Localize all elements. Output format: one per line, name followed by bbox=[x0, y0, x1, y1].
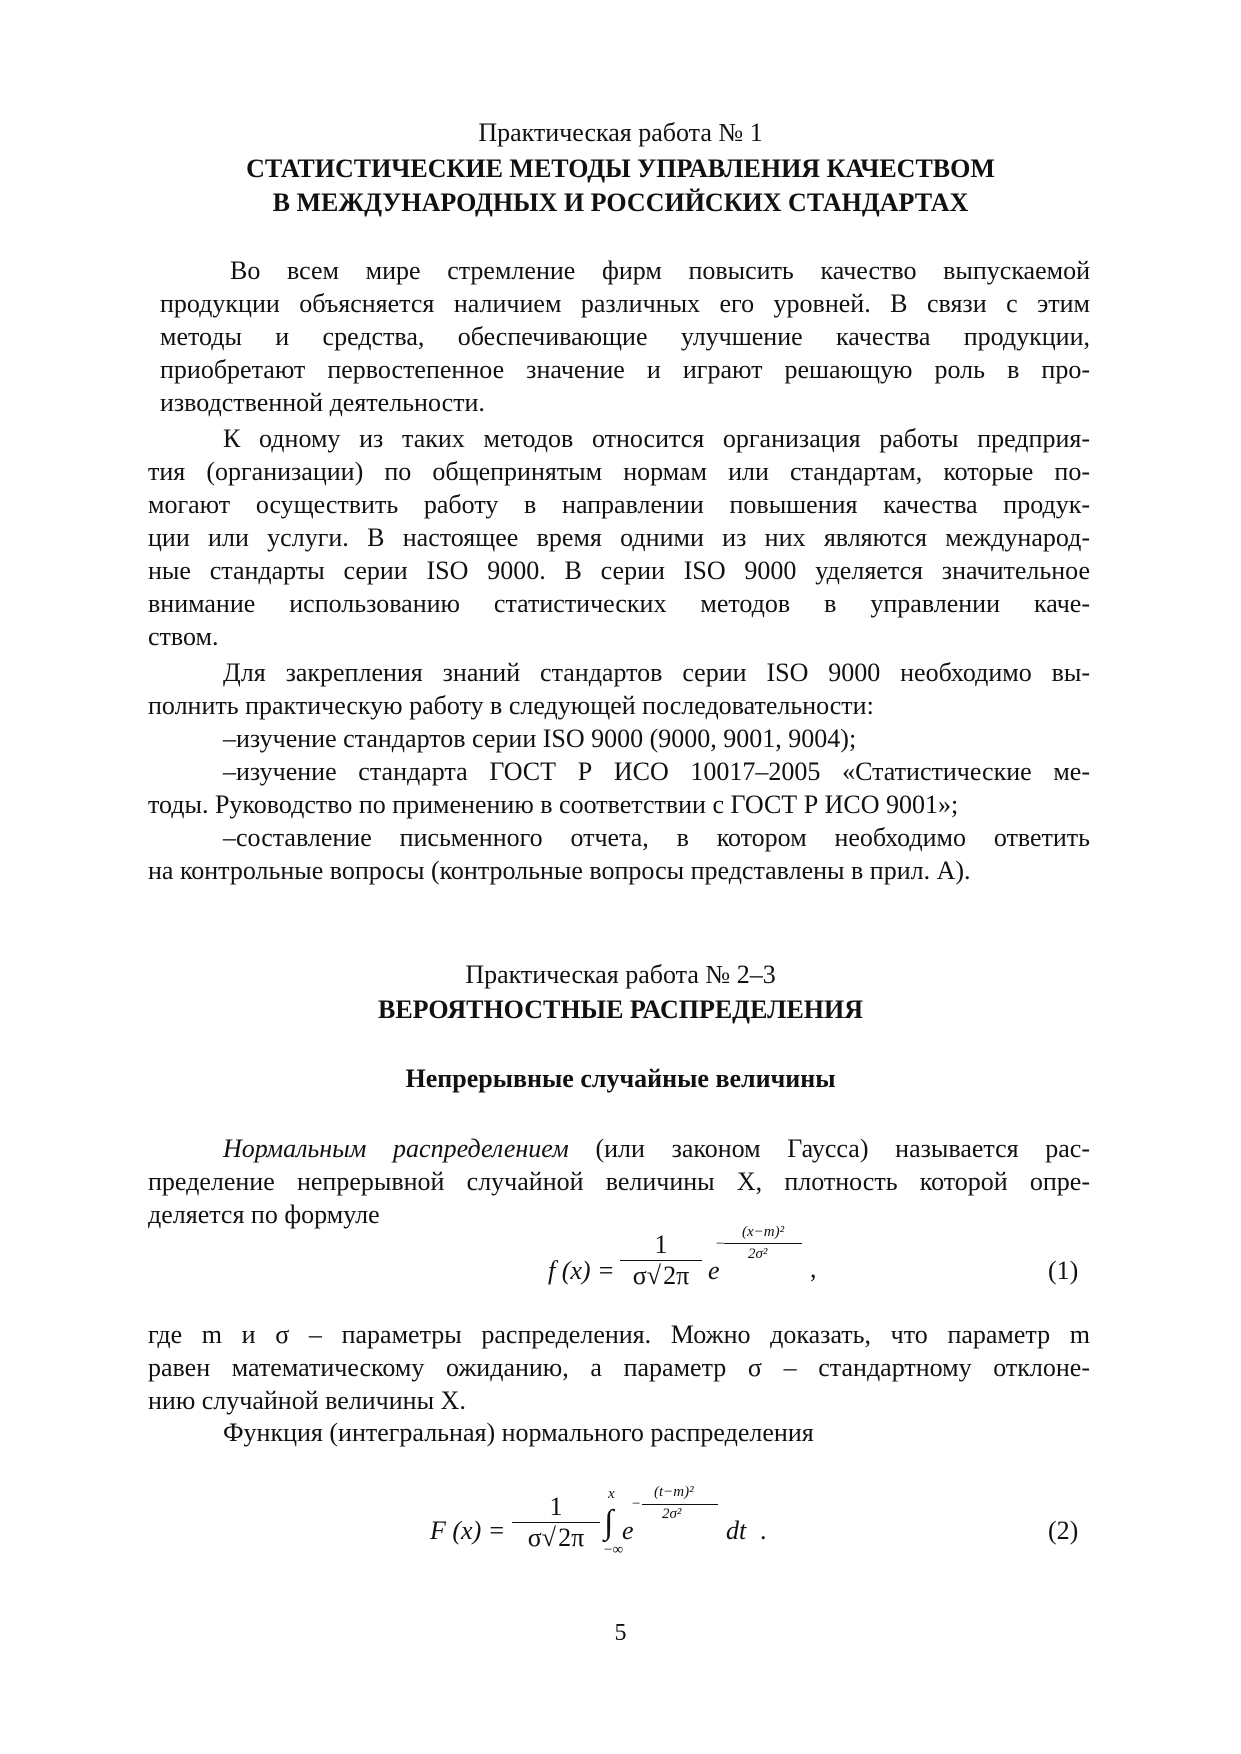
text-line: тоды. Руководство по применению в соответствии с ГОСТ Р ИСО 9001»; bbox=[148, 790, 959, 819]
formula2-denominator: σ√2π bbox=[527, 1523, 585, 1552]
formula1-base: e bbox=[708, 1256, 720, 1285]
formula2-fraction bbox=[512, 1492, 600, 1553]
text-line: Для закрепления знаний стандартов серии ISO 9000 необходимо вы- bbox=[223, 658, 1090, 687]
text-line: ции или услуги. В настоящее время одними из них являются международ- bbox=[148, 523, 1090, 552]
text-fragment: (или законом Гаусса) называется рас- bbox=[568, 1134, 1091, 1163]
section1-paragraph3 bbox=[148, 656, 1090, 887]
formula2-dt: dt bbox=[726, 1516, 747, 1545]
section2-paragraph1 bbox=[148, 1132, 1090, 1231]
sigma-symbol: σ bbox=[632, 1261, 647, 1290]
text-line: изводственной деятельности. bbox=[160, 388, 485, 417]
text-line: Функция (интегральная) нормального распределения bbox=[223, 1418, 814, 1447]
formula1-denominator: σ√2π bbox=[632, 1261, 690, 1290]
text-line: приобретают первостепенное значение и играют решающую роль в про- bbox=[160, 355, 1090, 384]
text-line: на контрольные вопросы (контрольные вопросы представлены в прил. А). bbox=[148, 856, 971, 885]
sqrt-content: 2π bbox=[663, 1261, 690, 1290]
section1-paragraph2 bbox=[148, 422, 1090, 653]
text-line: где m и σ – параметры распределения. Можно доказать, что параметр m bbox=[148, 1320, 1090, 1349]
text-line: могают осуществить работу в направлении повышения качества продук- bbox=[148, 490, 1090, 519]
formula1-exp-numerator: (x−m)² bbox=[742, 1224, 785, 1240]
page-number: 5 bbox=[614, 1620, 627, 1646]
formula1-fraction bbox=[620, 1230, 702, 1291]
formula2-lhs: F (x) = bbox=[430, 1516, 506, 1545]
formula2-exp-numerator: (t−m)² bbox=[654, 1484, 694, 1500]
text-line: внимание использованию статистических методов в управлении каче- bbox=[148, 589, 1090, 618]
text-line: Во всем мире стремление фирм повысить качество выпускаемой bbox=[230, 256, 1090, 285]
formula1-exp-bar bbox=[724, 1243, 802, 1244]
integral-upper-limit: x bbox=[608, 1486, 615, 1502]
formula1-tail: , bbox=[810, 1254, 817, 1283]
section1-paragraph1 bbox=[160, 254, 1090, 419]
minus-sign: − bbox=[632, 1496, 641, 1512]
text-line: продукции объясняется наличием различных его уровней. В связи с этим bbox=[160, 289, 1090, 318]
sigma-symbol: σ bbox=[527, 1523, 542, 1552]
term-normal-distribution: Нормальным распределением bbox=[223, 1134, 569, 1163]
section2-paragraph3 bbox=[223, 1416, 1123, 1449]
list-item: –изучение стандартов серии ISO 9000 (9000, 9001, 9004); bbox=[223, 724, 857, 753]
text-line: пределение непрерывной случайной величины X, плотность которой опре- bbox=[148, 1167, 1090, 1196]
text-line: тия (организации) по общепринятым нормам или стандартам, которые по- bbox=[148, 457, 1090, 486]
formula1-number: (1) bbox=[1048, 1256, 1079, 1285]
formula1-numerator: 1 bbox=[620, 1230, 702, 1261]
section2-title: ВЕРОЯТНОСТНЫЕ РАСПРЕДЕЛЕНИЯ bbox=[377, 995, 864, 1024]
text-line: ные стандарты серии ISO 9000. В серии ISO 9000 уделяется значительное bbox=[148, 556, 1090, 585]
formula1-lhs: f (x) = bbox=[548, 1256, 615, 1285]
section1-title-line1: СТАТИСТИЧЕСКИЕ МЕТОДЫ УПРАВЛЕНИЯ КАЧЕСТВОМ bbox=[246, 154, 995, 183]
integral-lower-limit: −∞ bbox=[604, 1542, 624, 1558]
integral-sign: ∫ bbox=[604, 1504, 614, 1541]
text-line: нию случайной величины X. bbox=[148, 1386, 466, 1415]
section1-label: Практическая работа № 1 bbox=[478, 118, 763, 147]
section2-paragraph2 bbox=[148, 1318, 1090, 1417]
list-item: –составление письменного отчета, в котором необходимо ответить bbox=[223, 823, 1090, 852]
sqrt-content: 2π bbox=[558, 1523, 585, 1552]
text-line bbox=[148, 1132, 1090, 1165]
formula2-exp-bar bbox=[642, 1504, 718, 1505]
text-line: равен математическому ожиданию, а параметр σ – стандартному отклоне- bbox=[148, 1353, 1090, 1382]
section2-subtitle: Непрерывные случайные величины bbox=[405, 1064, 836, 1093]
formula2-base: e bbox=[622, 1516, 634, 1545]
formula2-exp-denominator: 2σ² bbox=[662, 1506, 682, 1522]
formula2-numerator: 1 bbox=[512, 1492, 600, 1523]
minus-sign: − bbox=[716, 1236, 725, 1252]
text-line: деляется по формуле bbox=[148, 1200, 380, 1229]
list-item: –изучение стандарта ГОСТ Р ИСО 10017–2005 «Статистические ме- bbox=[223, 757, 1090, 786]
formula2-tail: . bbox=[760, 1516, 767, 1545]
text-line: полнить практическую работу в следующей последовательности: bbox=[148, 691, 874, 720]
text-line: ством. bbox=[148, 622, 219, 651]
formula1-exp-denominator: 2σ² bbox=[748, 1246, 768, 1262]
section1-title-line2: В МЕЖДУНАРОДНЫХ И РОССИЙСКИХ СТАНДАРТАХ bbox=[272, 188, 969, 217]
formula2-number: (2) bbox=[1048, 1516, 1079, 1545]
text-line: методы и средства, обеспечивающие улучшение качества продукции, bbox=[160, 322, 1090, 351]
text-line: К одному из таких методов относится организация работы предприя- bbox=[223, 424, 1090, 453]
section2-label: Практическая работа № 2–3 bbox=[465, 960, 776, 989]
